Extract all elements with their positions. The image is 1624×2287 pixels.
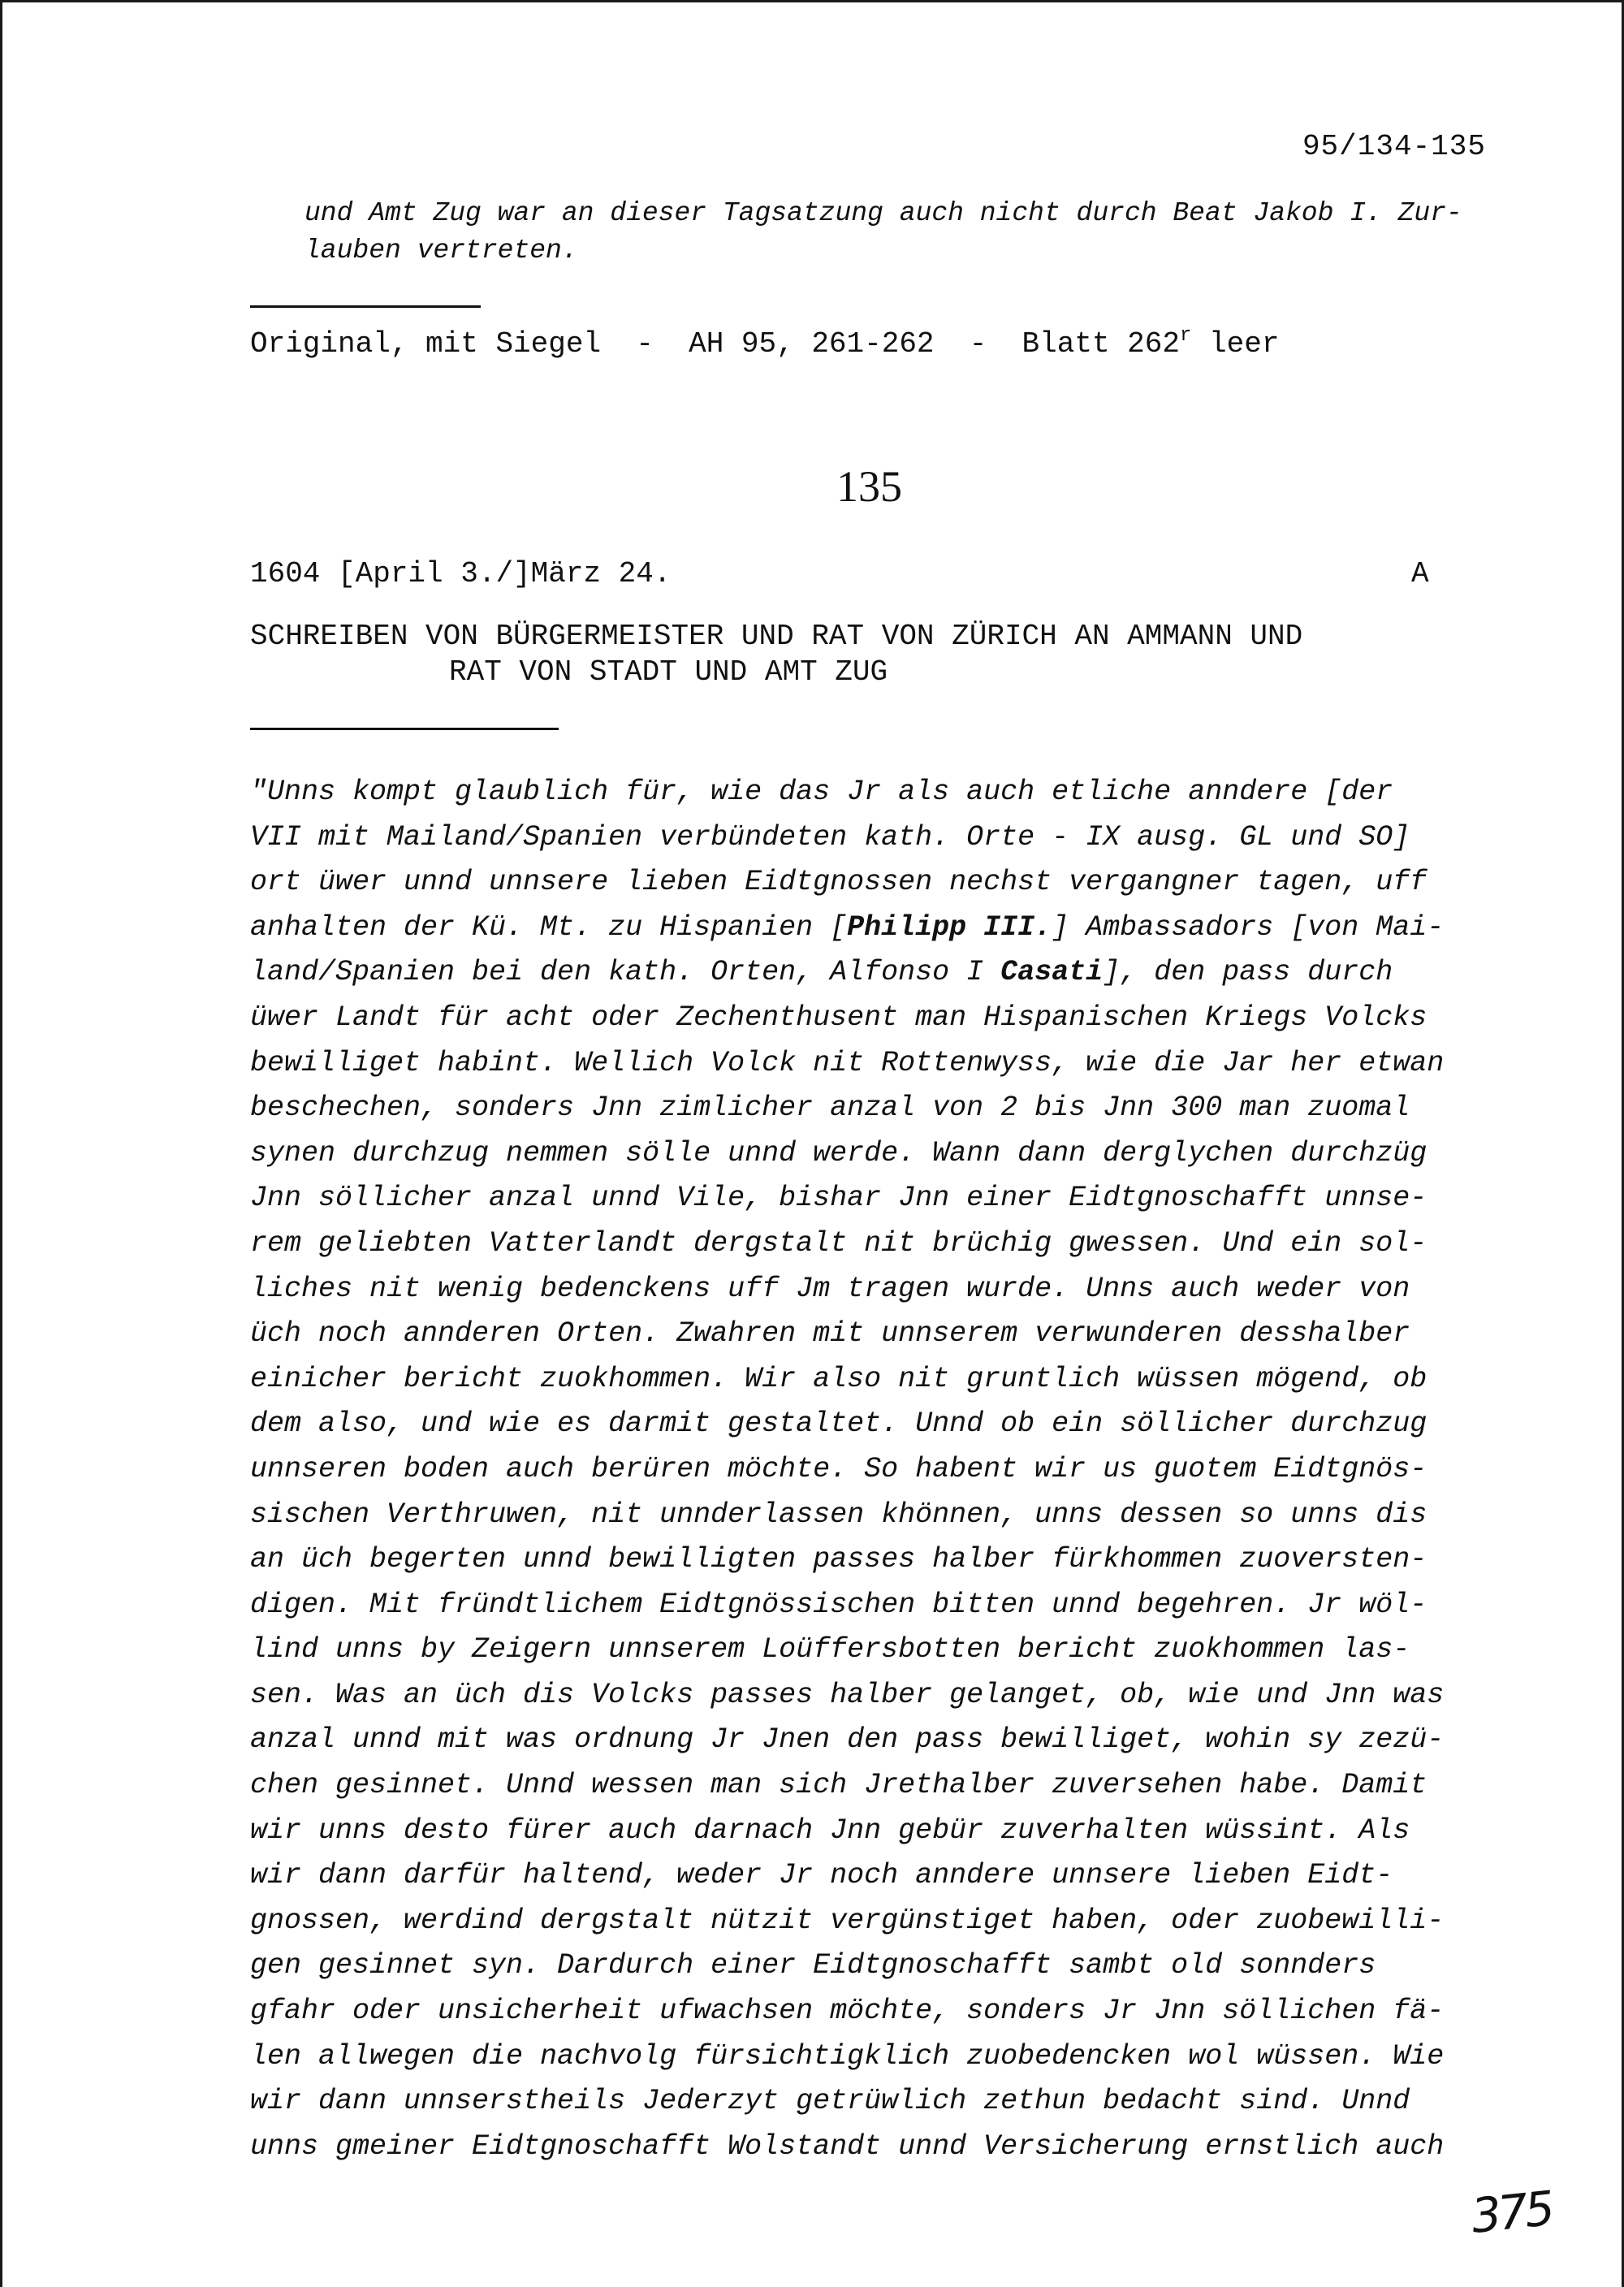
body-line: [250, 1086, 1517, 1131]
intro-line-2: lauben vertreten.: [304, 236, 578, 266]
page-reference: 95/134-135: [1302, 130, 1486, 163]
body-line: [250, 1943, 1517, 1989]
body-line: [250, 1312, 1517, 1357]
body-text-segment: üwer Landt für acht oder Zechenthusent man Hispanischen Kriegs Volcks: [250, 1001, 1427, 1034]
body-line: [250, 1176, 1517, 1221]
body-text-segment: wir dann darfür haltend, weder Jr noch anndere unnsere lieben Eidt-: [250, 1859, 1393, 1892]
body-text-segment: digen. Mit fründtlichem Eidtgnössischen bitten unnd begehren. Jr wöl-: [250, 1588, 1427, 1621]
body-line: [250, 770, 1517, 815]
body-text-segment: unnseren boden auch berüren möchte. So habent wir us guotem Eidtgnös-: [250, 1452, 1427, 1485]
body-text-segment: ], den pass durch: [1103, 956, 1393, 989]
body-text-segment: üch noch annderen Orten. Zwahren mit unnserem verwunderen desshalber: [250, 1317, 1410, 1351]
body-line: [250, 1537, 1517, 1583]
body-line: [250, 1763, 1517, 1809]
body-text-segment: gnossen, werdind dergstalt nützit vergünstiget haben, oder zuobewilli-: [250, 1904, 1445, 1937]
body-line: [250, 815, 1517, 861]
body-line: [250, 950, 1517, 996]
body-line: [250, 1267, 1517, 1312]
body-line: [250, 1583, 1517, 1628]
intro-line-1: und Amt Zug war an dieser Tagsatzung auch nicht durch Beat Jakob I. Zur-: [304, 198, 1462, 228]
body-text-segment: liches nit wenig bedenckens uff Jm tragen wurde. Unns auch weder von: [250, 1272, 1410, 1305]
body-line: [250, 860, 1517, 906]
body-text-segment: gfahr oder unsicherheit ufwachsen möchte, sonders Jr Jnn söllichen fä-: [250, 1995, 1445, 2028]
body-line: [250, 1853, 1517, 1899]
document-number: 135: [836, 462, 902, 511]
body-line: [250, 1628, 1517, 1673]
body-line: [250, 906, 1517, 951]
body-text-segment: wir dann unnserstheils Jederzyt getrüwlich zethun bedacht sind. Unnd: [250, 2085, 1410, 2118]
body-text-segment: len allwegen die nachvolg fürsichtigklich zuobedencken wol wüssen. Wie: [250, 2039, 1445, 2073]
body-line: [250, 2079, 1517, 2125]
body-line: [250, 1221, 1517, 1267]
body-text-segment: VII mit Mailand/Spanien verbündeten kath. Orte - IX ausg. GL und SO]: [250, 820, 1410, 854]
body-bold-name: Casati: [1000, 956, 1104, 989]
document-title: [250, 619, 1302, 690]
document-title-line-1: SCHREIBEN VON BÜRGERMEISTER UND RAT VON ZÜRICH AN AMMANN UND: [250, 620, 1303, 653]
body-text-segment: land/Spanien bei den kath. Orten, Alfonso I: [250, 956, 1001, 989]
body-line: [250, 1899, 1517, 1944]
intro-paragraph: [304, 195, 1498, 270]
letter-body: [250, 770, 1517, 2169]
body-text-segment: ort üwer unnd unnsere lieben Eidtgnossen nechst vergangner tagen, uff: [250, 866, 1427, 899]
separator-rule-bottom: [250, 728, 559, 730]
body-bold-name: Philipp III.: [847, 910, 1052, 944]
body-line: [250, 996, 1517, 1041]
handwritten-page-stamp: 375: [1468, 2181, 1555, 2244]
body-line: [250, 2034, 1517, 2080]
body-text-segment: anhalten der Kü. Mt. zu Hispanien [: [250, 910, 848, 944]
source-note-text: Original, mit Siegel - AH 95, 261-262 - Blatt 262: [250, 327, 1180, 361]
document-title-line-2: RAT VON STADT UND AMT ZUG: [449, 655, 888, 689]
body-text-segment: ] Ambassadors [von Mai-: [1052, 910, 1445, 944]
body-text-segment: wir unns desto fürer auch darnach Jnn gebür zuverhalten wüssint. Als: [250, 1814, 1410, 1847]
body-line: [250, 2125, 1517, 2170]
separator-rule-top: [250, 305, 481, 308]
body-line: [250, 1357, 1517, 1403]
body-line: [250, 1447, 1517, 1493]
document-date: 1604 [April 3./]März 24.: [250, 557, 672, 590]
body-line: [250, 1402, 1517, 1447]
page-border-top: [0, 0, 1624, 2]
body-text-segment: lind unns by Zeigern unnserem Loüffersbotten bericht zuokhommen las-: [250, 1633, 1410, 1667]
body-text-segment: einicher bericht zuokhommen. Wir also nit gruntlich wüssen mögend, ob: [250, 1362, 1427, 1395]
document-letter: A: [1411, 557, 1429, 590]
source-note: [250, 325, 1279, 361]
source-note-superscript: r: [1180, 325, 1192, 347]
body-text-segment: chen gesinnet. Unnd wessen man sich Jrethalber zuversehen habe. Damit: [250, 1769, 1427, 1802]
body-line: [250, 1718, 1517, 1763]
body-text-segment: beschechen, sonders Jnn zimlicher anzal von 2 bis Jnn 300 man zuomal: [250, 1092, 1410, 1125]
body-text-segment: anzal unnd mit was ordnung Jr Jnen den pass bewilliget, wohin sy zezü-: [250, 1723, 1445, 1757]
body-line: [250, 1131, 1517, 1177]
body-text-segment: sischen Verthruwen, nit unnderlassen khönnen, unns dessen so unns dis: [250, 1498, 1427, 1531]
body-text-segment: an üch begerten unnd bewilligten passes halber fürkhommen zuoversten-: [250, 1543, 1427, 1576]
source-note-suffix: leer: [1191, 327, 1280, 361]
body-text-segment: synen durchzug nemmen sölle unnd werde. Wann dann derglychen durchzüg: [250, 1136, 1427, 1169]
page-border-left: [0, 0, 2, 2287]
body-text-segment: gen gesinnet syn. Dardurch einer Eidtgnoschafft sambt old sonnders: [250, 1949, 1376, 1982]
body-text-segment: bewilliget habint. Wellich Volck nit Rottenwyss, wie die Jar her etwan: [250, 1046, 1445, 1079]
body-line: [250, 1041, 1517, 1087]
body-line: [250, 1493, 1517, 1538]
body-line: [250, 1989, 1517, 2034]
body-text-segment: Jnn söllicher anzal unnd Vile, bishar Jnn einer Eidtgnoschafft unnse-: [250, 1182, 1427, 1215]
body-line: [250, 1673, 1517, 1718]
body-text-segment: "Unns kompt glaublich für, wie das Jr als auch etliche anndere [der: [250, 776, 1393, 808]
body-line: [250, 1809, 1517, 1854]
body-text-segment: dem also, und wie es darmit gestaltet. Unnd ob ein söllicher durchzug: [250, 1407, 1427, 1441]
body-text-segment: sen. Was an üch dis Volcks passes halber gelanget, ob, wie und Jnn was: [250, 1678, 1445, 1711]
body-text-segment: rem geliebten Vatterlandt dergstalt nit brüchig gwessen. Und ein sol-: [250, 1226, 1427, 1260]
body-text-segment: unns gmeiner Eidtgnoschafft Wolstandt unnd Versicherung ernstlich auch: [250, 2129, 1445, 2163]
